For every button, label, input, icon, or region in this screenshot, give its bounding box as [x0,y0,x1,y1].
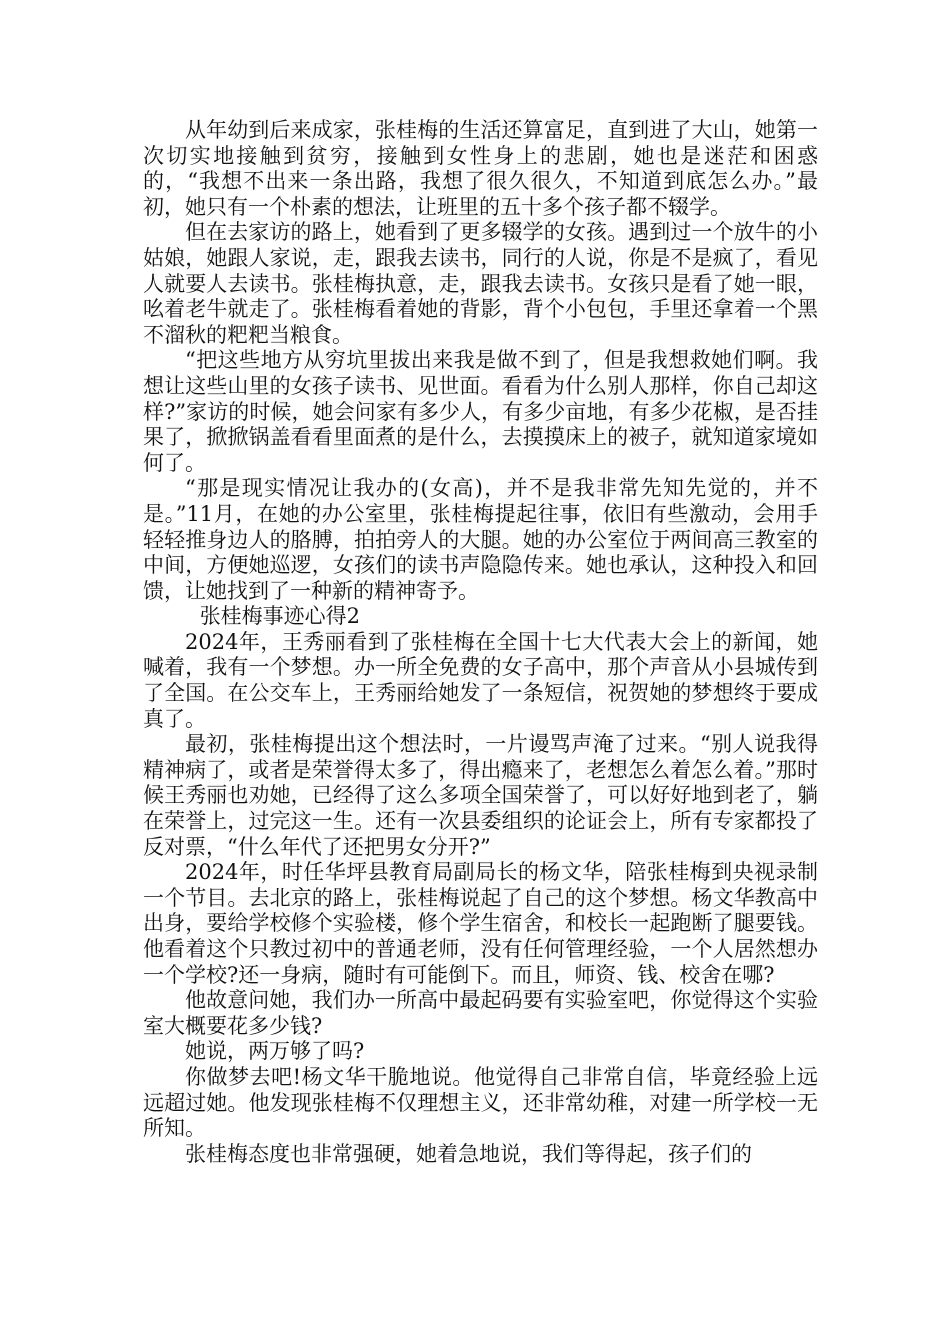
paragraph-11: 张桂梅态度也非常强硬，她着急地说，我们等得起，孩子们的 [185,1141,752,1166]
paragraph-1: 从年幼到后来成家，张桂梅的生活还算富足，直到进了大山，她第一次切实地接触到贫穷，接触到女性身上的悲剧，她也是迷茫和困惑的，“我想不出来一条出路，我想了很久很久，不知道到底怎么办。”最初，她只有一个朴素的想法，让班里的五十多个孩子都不辍学。 [143,118,818,219]
paragraph-5: 2024年，王秀丽看到了张桂梅在全国十七大代表大会上的新闻，她喊着，我有一个梦想。办一所全免费的女子高中，那个声音从小县城传到了全国。在公交车上，王秀丽给她发了一条短信，祝贺她的梦想终于要成真了。 [143,629,818,731]
body-text [143,118,818,1167]
paragraph-3: “把这些地方从穷坑里拔出来我是做不到了，但是我想救她们啊。我想让这些山里的女孩子读书、见世面。看看为什么别人那样，你自己却这样?”家访的时候，她会问家有多少人，有多少亩地，有多少花椒，是否挂果了，掀掀锅盖看看里面煮的是什么，去摸摸床上的被子，就知道家境如何了。 [143,348,818,475]
paragraph-9: 她说，两万够了吗? [185,1039,365,1064]
paragraph-2: 但在去家访的路上，她看到了更多辍学的女孩。遇到过一个放牛的小姑娘，她跟人家说，走，跟我去读书，同行的人说，你是不是疯了，看见人就要人去读书。张桂梅执意，走，跟我去读书。女孩只是看了她一眼，吆着老牛就走了。张桂梅看着她的背影，背个小包包，手里还拿着一个黑不溜秋的粑粑当粮食。 [143,220,818,347]
paragraph-4: “那是现实情况让我办的(女高)，并不是我非常先知先觉的，并不是。”11月，在她的办公室里，张桂梅提起往事，依旧有些激动，会用手轻轻推身边人的胳膊，拍拍旁人的大腿。她的办公室位于两间高三教室的中间，方便她巡逻，女孩们的读书声隐隐传来。她也承认，这种投入和回馈，让她找到了一种新的精神寄予。 [143,476,818,603]
paragraph-6: 最初，张桂梅提出这个想法时，一片谩骂声淹了过来。“别人说我得精神病了，或者是荣誉得太多了，得出瘾来了，老想怎么着怎么着。”那时候王秀丽也劝她，已经得了这么多项全国荣誉了，可以好好地到老了，躺在荣誉上，过完这一生。还有一次县委组织的论证会上，所有专家都投了反对票，“什么年代了还把男女分开?” [143,732,818,859]
paragraph-10: 你做梦去吧!杨文华干脆地说。他觉得自己非常自信，毕竟经验上远远超过她。他发现张桂梅不仅理想主义，还非常幼稚，对建一所学校一无所知。 [143,1064,818,1141]
paragraph-7: 2024年，时任华坪县教育局副局长的杨文华，陪张桂梅到央视录制一个节目。去北京的路上，张桂梅说起了自己的这个梦想。杨文华教高中出身，要给学校修个实验楼，修个学生宿舍，和校长一起跑断了腿要钱。他看着这个只教过初中的普通老师，没有任何管理经验，一个人居然想办一个学校?还一身病，随时有可能倒下。而且，师资、钱、校舍在哪? [143,860,818,987]
paragraph-8: 他故意问她，我们办一所高中最起码要有实验室吧，你觉得这个实验室大概要花多少钱? [143,988,818,1038]
section-heading: 张桂梅事迹心得2 [199,604,361,629]
